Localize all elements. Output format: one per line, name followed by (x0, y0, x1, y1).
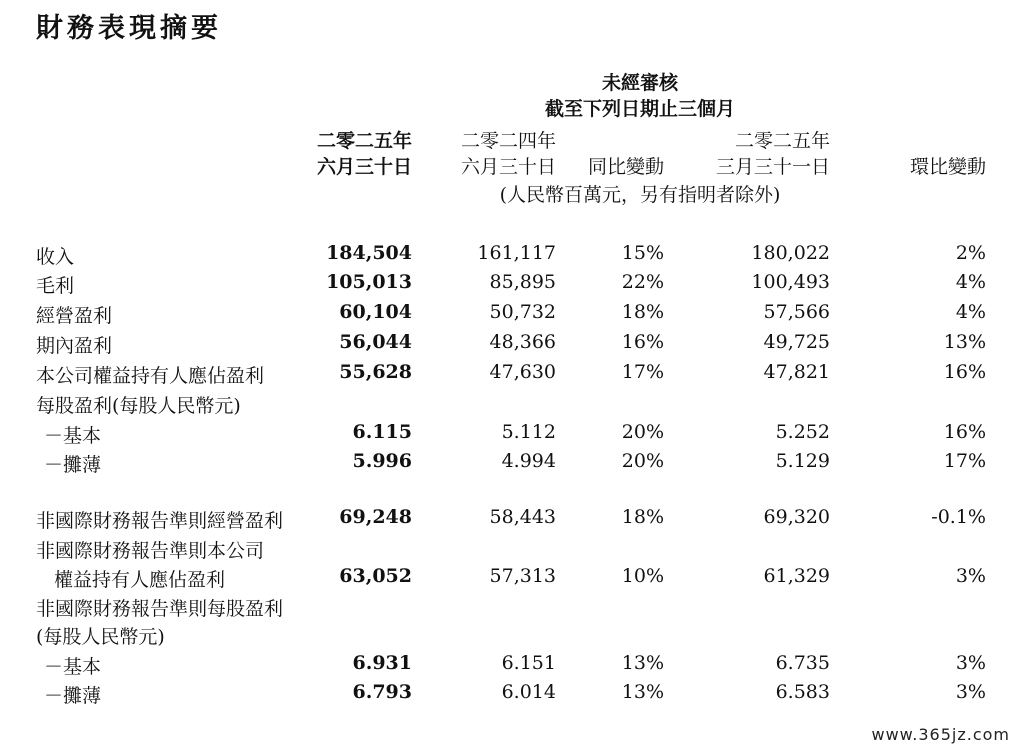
col3-header: 同比變動 (587, 156, 664, 178)
cell-2024-jun: 161,117 (477, 242, 556, 264)
row-label: 期內盈利 (36, 335, 113, 357)
cell-yoy: 15% (621, 242, 664, 264)
cell-qoq: 3% (955, 652, 986, 674)
cell-2025-jun: 105,013 (326, 271, 412, 293)
cell-2025-mar: 57,566 (763, 301, 830, 323)
row-label: 非國際財務報告準則每股盈利 (36, 598, 284, 620)
row-label: (每股人民幣元) (36, 626, 165, 648)
row-label: 經營盈利 (36, 305, 113, 327)
row-label: 收入 (36, 246, 75, 268)
cell-2025-mar: 6.735 (775, 652, 830, 674)
cell-yoy: 20% (621, 421, 664, 443)
cell-yoy: 18% (621, 301, 664, 323)
cell-2025-mar: 47,821 (763, 361, 830, 383)
cell-2024-jun: 6.014 (501, 681, 556, 703)
cell-2024-jun: 4.994 (501, 450, 556, 472)
row-label: －基本 (44, 425, 102, 447)
cell-qoq: 3% (955, 565, 986, 587)
row-label: －攤薄 (44, 685, 102, 707)
cell-yoy: 13% (621, 652, 664, 674)
cell-2024-jun: 48,366 (489, 331, 556, 353)
row-label: 權益持有人應佔盈利 (54, 569, 226, 591)
row-label: 毛利 (36, 275, 75, 297)
cell-2025-jun: 6.115 (352, 421, 412, 443)
cell-yoy: 22% (621, 271, 664, 293)
cell-2025-mar: 100,493 (751, 271, 830, 293)
col2-header-line2: 六月三十日 (460, 156, 556, 178)
col1-header-line1: 二零二五年 (316, 130, 412, 152)
audit-note: 未經審核 (601, 72, 678, 94)
cell-qoq: 13% (943, 331, 986, 353)
cell-2024-jun: 85,895 (489, 271, 556, 293)
col2-header-line1: 二零二四年 (460, 130, 556, 152)
col5-header: 環比變動 (909, 156, 986, 178)
watermark-text: www.365jz.com (871, 725, 1010, 744)
col4-header-line2: 三月三十一日 (715, 156, 830, 178)
cell-yoy: 16% (621, 331, 664, 353)
cell-2025-mar: 61,329 (763, 565, 830, 587)
cell-2024-jun: 50,732 (489, 301, 556, 323)
cell-2024-jun: 57,313 (489, 565, 556, 587)
col1-header-line2: 六月三十日 (316, 156, 412, 178)
cell-qoq: 17% (943, 450, 986, 472)
row-label: 每股盈利(每股人民幣元) (36, 395, 241, 417)
cell-2025-mar: 6.583 (775, 681, 830, 703)
col4-header-line1: 二零二五年 (734, 130, 830, 152)
row-label: －攤薄 (44, 454, 102, 476)
cell-2025-mar: 180,022 (751, 242, 830, 264)
cell-2025-jun: 6.931 (352, 652, 412, 674)
cell-qoq: 4% (955, 301, 986, 323)
cell-2025-jun: 6.793 (352, 681, 412, 703)
cell-qoq: 2% (955, 242, 986, 264)
cell-2024-jun: 47,630 (489, 361, 556, 383)
page-title: 財務表現摘要 (36, 13, 222, 44)
cell-2025-jun: 184,504 (326, 242, 412, 264)
row-label: 本公司權益持有人應佔盈利 (36, 365, 265, 387)
cell-2024-jun: 6.151 (501, 652, 556, 674)
cell-2025-jun: 69,248 (339, 506, 412, 528)
cell-qoq: 4% (955, 271, 986, 293)
cell-2025-jun: 63,052 (339, 565, 412, 587)
cell-2024-jun: 5.112 (501, 421, 556, 443)
cell-yoy: 17% (621, 361, 664, 383)
cell-yoy: 20% (621, 450, 664, 472)
cell-2025-jun: 56,044 (339, 331, 412, 353)
row-label: －基本 (44, 656, 102, 678)
cell-2025-mar: 69,320 (763, 506, 830, 528)
cell-2025-mar: 5.252 (775, 421, 830, 443)
cell-yoy: 13% (621, 681, 664, 703)
unit-note: (人民幣百萬元，另有指明者除外) (499, 184, 781, 206)
cell-qoq: 16% (943, 421, 986, 443)
cell-2025-mar: 49,725 (763, 331, 830, 353)
cell-2024-jun: 58,443 (489, 506, 556, 528)
cell-2025-jun: 55,628 (339, 361, 412, 383)
cell-qoq: -0.1% (931, 506, 986, 528)
cell-qoq: 3% (955, 681, 986, 703)
cell-2025-mar: 5.129 (775, 450, 830, 472)
period-note: 截至下列日期止三個月 (544, 98, 735, 120)
row-label: 非國際財務報告準則經營盈利 (36, 510, 284, 532)
cell-2025-jun: 5.996 (352, 450, 412, 472)
cell-2025-jun: 60,104 (339, 301, 412, 323)
cell-yoy: 10% (621, 565, 664, 587)
cell-yoy: 18% (621, 506, 664, 528)
row-label: 非國際財務報告準則本公司 (36, 540, 265, 562)
cell-qoq: 16% (943, 361, 986, 383)
